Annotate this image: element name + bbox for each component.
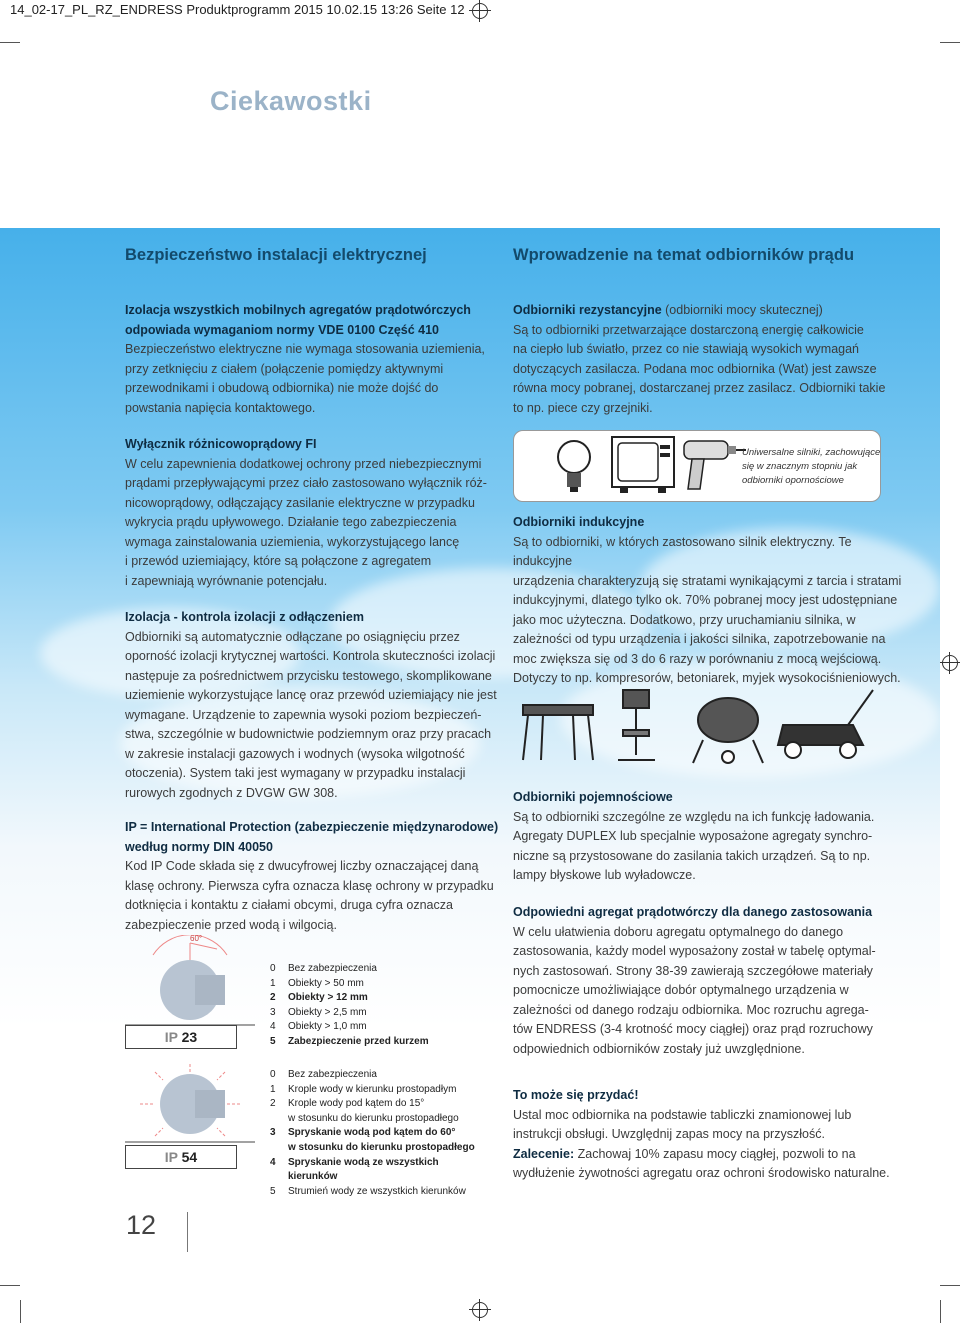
capacitive-section <box>513 788 913 886</box>
fi-heading: Wyłącznik różnicowoprądowy FI <box>125 437 317 451</box>
text-line: Odbiorniki są automatycznie odłączane po osiągnięciu przez <box>125 629 460 644</box>
isolation-heading: Izolacja - kontrola izolacji z odłączeniem <box>125 610 364 624</box>
protection-list-water <box>270 1068 475 1199</box>
table-saw-icon <box>523 705 593 760</box>
inductive-section <box>513 513 913 689</box>
text-line: instrukcji obsługi. Uwzględnij zapas mocy na przyszłość. <box>513 1127 825 1141</box>
text-line: wymagane. Urządzenie to zapewnia wysoki poziom bezpieczeń- <box>125 707 482 722</box>
ip-label: IP <box>164 1029 178 1045</box>
text-line: tów ENDRESS (3-4 krotność mocy ciągłej) oraz prąd rozruchowy <box>513 1022 873 1036</box>
text-line: przewodnikami i obudową odbiornika) nie może dojść do <box>125 381 439 395</box>
text-line: następuje za pośrednictwem przycisku testowego, skomplikowane <box>125 668 492 683</box>
text-line: w zakresie instalacji gazowych i wodnych (wysoka wilgotność <box>125 746 465 761</box>
right-heading: Wprowadzenie na temat odbiorników prądu <box>513 246 855 264</box>
text-line: i zapewniają wyrównanie potencjału. <box>125 573 328 588</box>
fi-section <box>125 435 505 591</box>
text-line: Ustal moc odbiornika na podstawie tabliczki znamionowej lub <box>513 1107 852 1122</box>
resistive-section <box>513 301 913 418</box>
tip-heading: To może się przydać! <box>513 1088 639 1102</box>
print-slug: 14_02-17_PL_RZ_ENDRESS Produktprogramm 2015 10.02.15 13:26 Seite 12 <box>10 2 465 17</box>
list-item: 0 Bez zabezpieczenia <box>270 963 377 974</box>
insulation-intro <box>125 301 505 418</box>
text-line: Są to odbiorniki szczególne ze względu na ich funkcję ładowania. <box>513 809 875 824</box>
resistive-heading: Odbiorniki rezystancyjne <box>513 303 662 317</box>
text-line: rurowych zgodnych z DVGW GW 308. <box>125 785 338 800</box>
ip54-badge <box>125 1145 237 1169</box>
light-bulb-icon <box>554 437 594 495</box>
tip-section <box>513 1086 933 1184</box>
ip-label: IP <box>164 1149 178 1165</box>
ip23-badge <box>125 1025 237 1049</box>
text-line: Bezpieczeństwo elektryczne nie wymaga stosowania uziemienia, <box>125 342 485 356</box>
page-number: 12 <box>126 1210 157 1240</box>
crop-mark <box>940 42 960 43</box>
list-item: 4 Spryskanie wodą ze wszystkich kierunków <box>270 1156 439 1183</box>
text-line: powstania napięcia kontaktowego. <box>125 400 316 415</box>
ip23-illustration <box>125 935 255 1030</box>
text-line: przy zetknięciu z ciałem (połączenie pomiędzy aktywnymi <box>125 361 444 376</box>
text-line: Kod IP Code składa się z dwucyfrowej liczby oznaczającej daną <box>125 859 479 873</box>
text-line: Zachowaj 10% zapasu mocy ciągłej, pozwoli to na <box>574 1146 856 1161</box>
left-column <box>125 246 495 266</box>
list-item: 2 Krople wody pod kątem do 15° w stosunku do kierunku prostopadłego <box>270 1098 459 1124</box>
text-line: równa mocy pobranej, dostarczanej przez zasilacz. Odbiorniki takie <box>513 381 886 395</box>
list-item: 3 Obiekty > 2,5 mm <box>270 1006 367 1018</box>
text-line: zależności od typu urządzenia i jakości silnika, zapotrzebowanie na <box>513 632 886 646</box>
text-line: oporność izolacji krytycznej wartości. Kontrola skuteczności izolacji <box>125 649 496 663</box>
capacitive-heading: Odbiorniki pojemnościowe <box>513 790 673 804</box>
text-line: lampy błyskowe lub wyładowcze. <box>513 868 696 882</box>
text-line: nicowoprądowy, odłączający zasilanie elektryczne w przypadku <box>125 495 475 510</box>
text-line: wydłużenie żywotności agregatu oraz ochroni środowisko naturalne. <box>513 1166 890 1180</box>
ip-heading: IP = International Protection (zabezpieczenie międzynarodowe) <box>125 820 499 834</box>
concrete-mixer-icon <box>693 698 763 763</box>
list-item: 1 Obiekty > 50 mm <box>270 977 364 989</box>
text-line: W celu ułatwienia doboru agregatu optymalnego do danego <box>513 924 844 939</box>
text-line: to np. piece czy grzejniki. <box>513 400 653 415</box>
text-line: niczne są przystosowane do zasilania takich urządzeń. Są to np. <box>513 848 871 863</box>
text-line: wymaga zainstalowania uziemienia, wykorzystującego lancę <box>125 534 460 549</box>
crop-mark <box>940 1300 941 1323</box>
intro-bold-line: odpowiada wymaganiom normy VDE 0100 Część 410 <box>125 322 440 337</box>
text-line: dotyczących zasilacza. Podana moc odbiornika (Wat) jest zawsze <box>513 361 877 376</box>
list-item: 3 Spryskanie wodą pod kątem do 60° w stosunku do kierunku prostopadłego <box>270 1127 475 1153</box>
text-line: Są to odbiorniki, w których zastosowano silnik elektryczny. Te indukcyjne <box>513 534 852 568</box>
text-line: prądami przepływającymi przez ciało zastosowano wyłącznik róż- <box>125 476 487 490</box>
text-line: Agregaty DUPLEX lub specjalnie wyposażone agregaty synchro- <box>513 829 873 843</box>
ip-heading: według normy DIN 40050 <box>125 839 273 854</box>
text-line: zależności od danego rodzaju odbiornika. Moc rozruchu agrega- <box>513 1002 869 1017</box>
inductive-heading: Odbiorniki indukcyjne <box>513 515 645 529</box>
text-line: nych zastosowań. Strony 38-39 zawierają szczegółowe materiały <box>513 963 873 978</box>
left-heading: Bezpieczeństwo instalacji elektrycznej <box>125 246 427 264</box>
page-number-rule <box>187 1212 188 1252</box>
text-line: uziemienie wykorzystujące lancę oraz przewód uziemiający nie jest <box>125 688 497 702</box>
drill-icon <box>682 437 746 493</box>
text-line: stwa, szczególnie w budownictwie podziemnym oraz przy pracach <box>125 727 492 741</box>
ip-code: 23 <box>181 1029 198 1045</box>
text-line: klasę ochrony. Pierwsza cyfra oznacza klasę ochrony w przypadku <box>125 878 494 893</box>
generator-choice-section <box>513 903 913 1059</box>
list-item: 2 Obiekty > 12 mm <box>270 992 368 1004</box>
isolation-section <box>125 608 505 803</box>
tv-icon <box>610 435 676 495</box>
text-line: Są to odbiorniki przetwarzające dostarczoną energię całkowicie <box>513 322 864 337</box>
crop-mark <box>20 1300 21 1323</box>
recommendation-label: Zalecenie: <box>513 1146 575 1161</box>
text-line: zastosowania, każdy model wyposażony został w tabelę optymal- <box>513 944 876 958</box>
inductive-devices-image <box>513 685 883 765</box>
list-item: 1 Krople wody w kierunku prostopadłym <box>270 1083 457 1095</box>
registration-mark-icon <box>472 3 488 19</box>
protection-list-contact <box>270 962 429 1050</box>
angle-label: 60° <box>190 934 203 943</box>
registration-mark-icon <box>472 1302 488 1318</box>
text-line: urządzenia charakteryzują się stratami wynikającymi z tarcia i stratami <box>513 573 902 588</box>
text-line: otoczenia). System taki jest wymagany w przypadku instalacji <box>125 766 466 780</box>
text-line: na ciepło lub światło, przez co nie stawiają wysokich wymagań <box>513 342 859 356</box>
text-line: i przewód uziemiający, które są połączone z agregatem <box>125 554 432 568</box>
lawn-mower-icon <box>778 690 873 758</box>
crop-mark <box>0 1285 20 1286</box>
text-line: pomocnicze umożliwiające dobór optymalnego urządzenia w <box>513 983 849 997</box>
ip54-illustration <box>125 1062 255 1152</box>
list-item: 5 Strumień wody ze wszystkich kierunków <box>270 1185 466 1197</box>
page-title: Ciekawostki <box>210 86 372 116</box>
crop-mark <box>940 1285 960 1286</box>
list-item: 5 Zabezpieczenie przed kurzem <box>270 1035 429 1047</box>
text-line: W celu zapewnienia dodatkowej ochrony przed niebezpiecznymi <box>125 456 482 471</box>
text-line: moc zwiększa się od 3 do 6 razy w porównaniu z mocą wejściową. <box>513 651 882 666</box>
ip-section <box>125 818 515 935</box>
resistive-subtitle: (odbiorniki mocy skutecznej) <box>661 303 823 317</box>
text-line: zabezpieczenie przed wodą i wilgocią. <box>125 917 337 932</box>
text-line: indukcyjnymi, dlatego tylko ok. 70% pobranej mocy jest udostępniane <box>513 593 898 607</box>
text-line: jako moc użyteczna. Dodatkowo, przy uruchamianiu silnika, w <box>513 612 856 627</box>
ip-code: 54 <box>181 1149 198 1165</box>
intro-bold-line: Izolacja wszystkich mobilnych agregatów prądotwórczych <box>125 303 471 317</box>
text-line: dotknięcia i kontaktu z ciałami obcymi, druga cyfra oznacza <box>125 898 453 912</box>
generator-heading: Odpowiedni agregat prądotwórczy dla danego zastosowania <box>513 905 873 919</box>
text-line: wykrycia prądu upływowego. Działanie tego zabezpieczenia <box>125 515 457 529</box>
drill-press-icon <box>618 690 655 760</box>
text-line: Dotyczy to np. kompresorów, betoniarek, myjek wysokociśnieniowych. <box>513 671 901 685</box>
crop-mark <box>0 42 20 43</box>
registration-mark-icon <box>942 655 958 671</box>
text-line: odpowiednich odbiorników zostały już uwzględnione. <box>513 1041 805 1056</box>
list-item: 4 Obiekty > 1,0 mm <box>270 1021 367 1033</box>
right-column <box>513 246 933 266</box>
devices-caption: Uniwersalne silniki, zachowujące się w znacznym stopniu jak odbiorniki opornościowe <box>742 447 881 486</box>
list-item: 0 Bez zabezpieczenia <box>270 1069 377 1080</box>
